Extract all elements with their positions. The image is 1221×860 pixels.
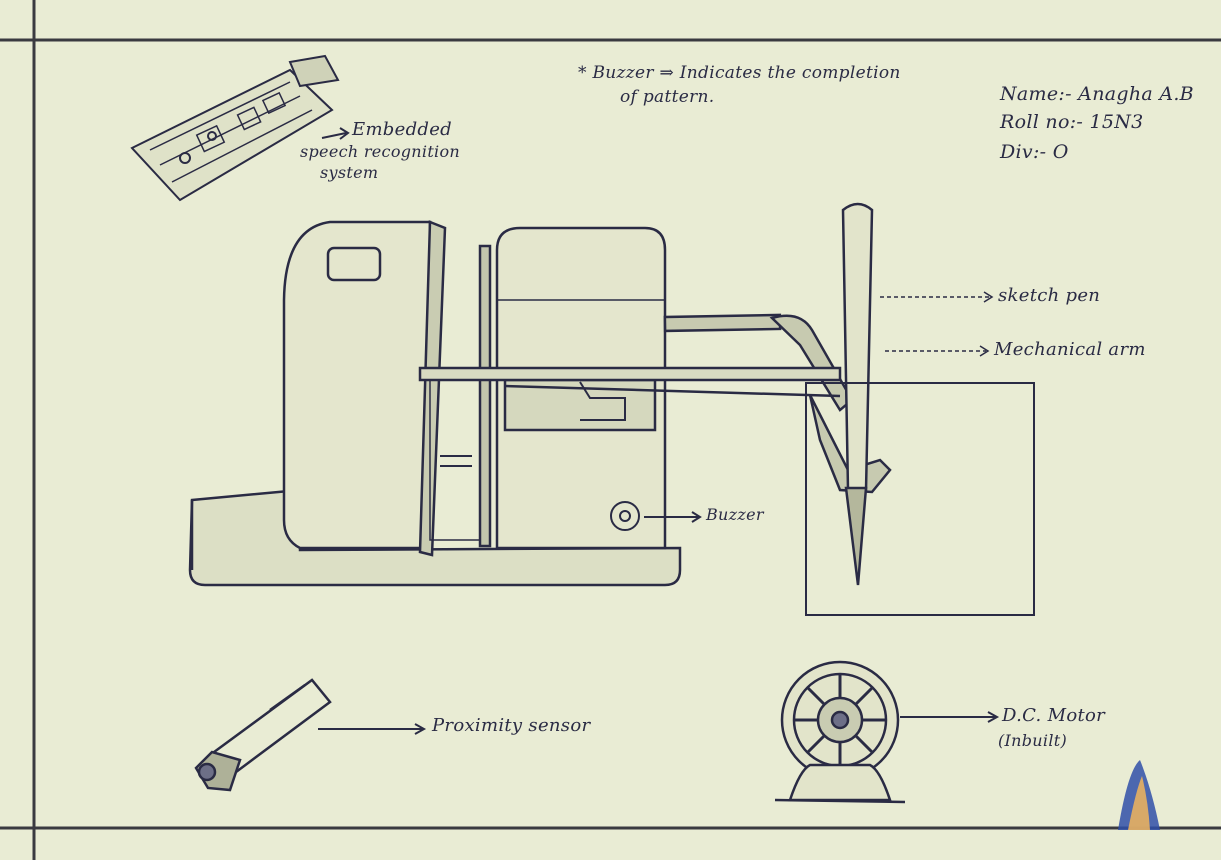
buzzer-note-line2: of pattern. — [620, 87, 715, 107]
speech-label-line1: Embedded — [352, 119, 453, 140]
drawing-sheet — [806, 383, 1034, 615]
proximity-sensor-label: Proximity sensor — [432, 715, 591, 736]
speech-module-drawing — [132, 56, 348, 200]
proximity-sensor-drawing — [196, 680, 424, 790]
division: Div:- O — [1000, 141, 1069, 163]
sketch-pen-label: sketch pen — [998, 285, 1101, 306]
dc-motor-drawing — [775, 662, 997, 802]
ink-smudge-mark — [1118, 760, 1160, 830]
dc-motor-label-line1: D.C. Motor — [1002, 705, 1106, 726]
buzzer-note-line1: * Buzzer ⇒ Indicates the completion — [578, 63, 901, 83]
left-housing — [284, 222, 445, 555]
leader-lines — [880, 292, 992, 356]
roll-number: Roll no:- 15N3 — [1000, 111, 1144, 133]
sketch-pen-drawing — [843, 204, 872, 585]
speech-label-line3: system — [320, 163, 379, 182]
speech-label-line2: speech recognition — [300, 142, 461, 161]
dc-motor-label-line2: (Inbuilt) — [998, 731, 1068, 750]
buzzer-label: Buzzer — [706, 505, 764, 524]
student-name: Name:- Anagha A.B — [1000, 83, 1194, 105]
mechanical-arm-label: Mechanical arm — [994, 339, 1146, 360]
